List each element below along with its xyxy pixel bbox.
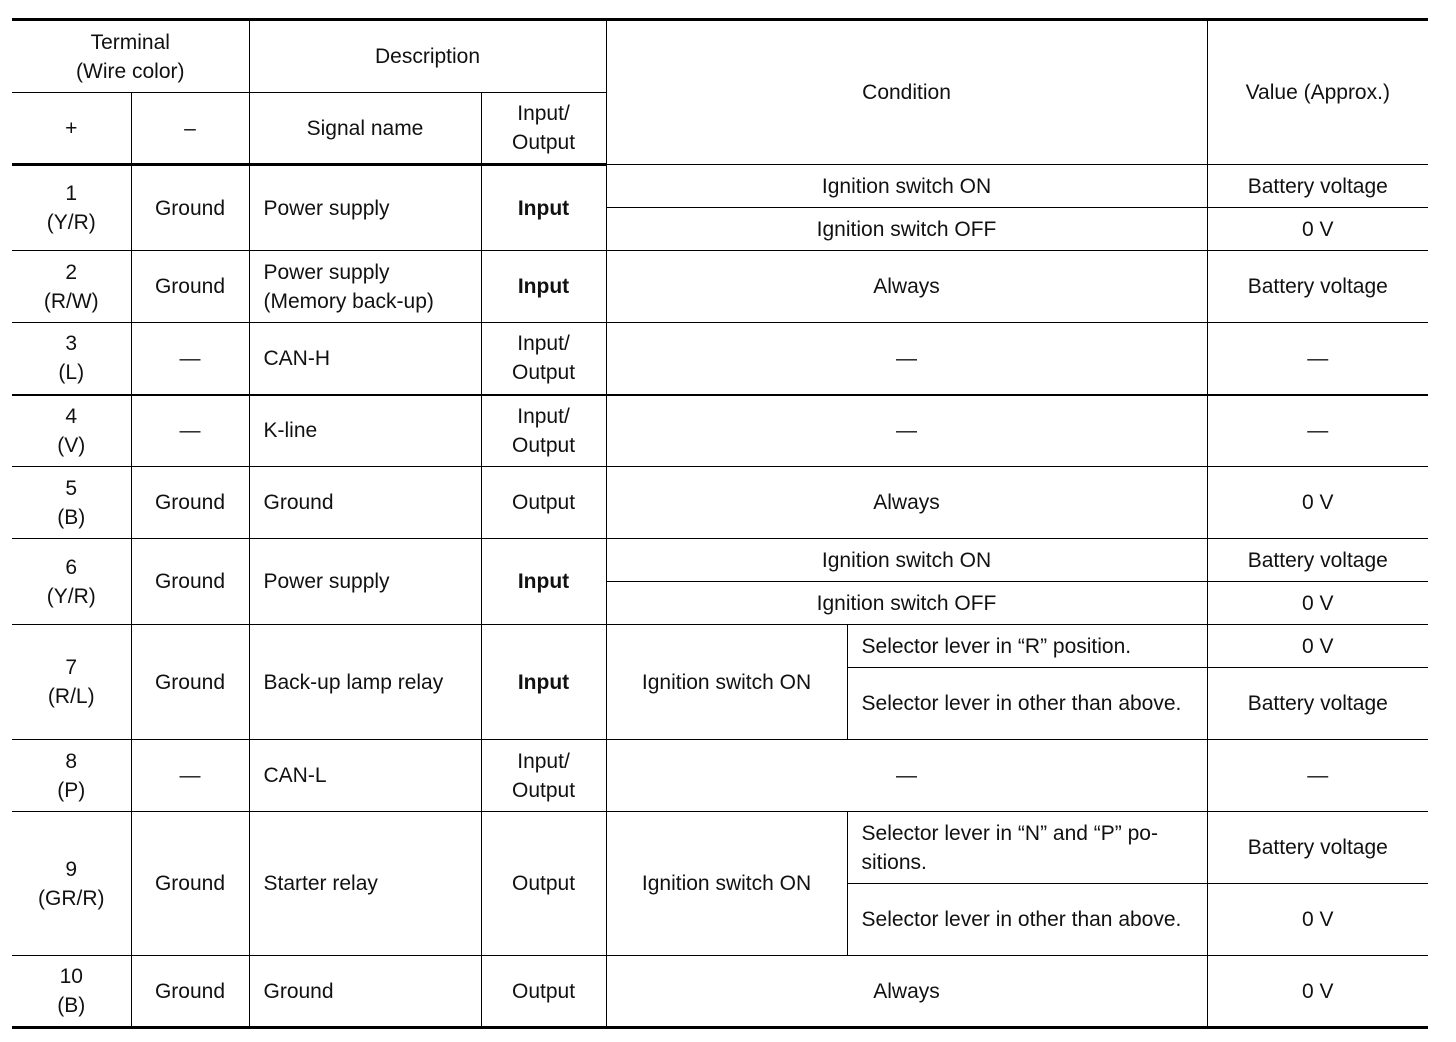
- signal-name-cell: Ground: [249, 467, 481, 539]
- table-row: [12, 539, 1428, 582]
- description-header: Description: [249, 20, 606, 93]
- table-row: [12, 956, 1428, 1028]
- value-cell: —: [1207, 395, 1428, 467]
- value-cell: Battery voltage: [1207, 251, 1428, 323]
- condition-cell: Ignition switch ON: [606, 539, 1207, 582]
- condition-cell: Ignition switch ON: [606, 165, 1207, 208]
- value-cell: —: [1207, 323, 1428, 395]
- table-row: [12, 467, 1428, 539]
- io-header: Input/ Output: [481, 93, 606, 165]
- ground-cell: —: [131, 323, 249, 395]
- condition-cell: —: [606, 323, 1207, 395]
- value-cell: 0 V: [1207, 884, 1428, 956]
- ground-cell: Ground: [131, 539, 249, 625]
- signal-name-cell: Power supply: [249, 165, 481, 251]
- io-cell: Input/ Output: [481, 323, 606, 395]
- condition-cell: Always: [606, 467, 1207, 539]
- terminal-header: Terminal (Wire color): [12, 20, 249, 93]
- condition-cell: Always: [606, 251, 1207, 323]
- signal-name-cell: CAN-L: [249, 740, 481, 812]
- condition-cell: Always: [606, 956, 1207, 1028]
- signal-name-cell: CAN-H: [249, 323, 481, 395]
- value-cell: 0 V: [1207, 582, 1428, 625]
- condition-group-cell: Ignition switch ON: [606, 812, 847, 956]
- ground-cell: Ground: [131, 625, 249, 740]
- table-row: [12, 165, 1428, 208]
- condition-cell: —: [606, 740, 1207, 812]
- condition-cell: Selector lever in “R” position.: [847, 625, 1207, 668]
- condition-cell: Ignition switch OFF: [606, 208, 1207, 251]
- minus-header: –: [131, 93, 249, 165]
- terminal-cell: 2 (R/W): [12, 251, 131, 323]
- table-row: [12, 740, 1428, 812]
- table-row: [12, 323, 1428, 395]
- io-cell: Input: [481, 251, 606, 323]
- condition-cell: Selector lever in other than above.: [847, 884, 1207, 956]
- io-cell: Output: [481, 956, 606, 1028]
- ground-cell: Ground: [131, 467, 249, 539]
- table-row: [12, 395, 1428, 467]
- terminal-spec-table: [12, 18, 1428, 1029]
- io-cell: Input: [481, 539, 606, 625]
- value-cell: 0 V: [1207, 625, 1428, 668]
- signal-name-cell: Back-up lamp relay: [249, 625, 481, 740]
- value-cell: 0 V: [1207, 208, 1428, 251]
- signal-name-cell: Power supply: [249, 539, 481, 625]
- value-cell: 0 V: [1207, 467, 1428, 539]
- terminal-cell: 3 (L): [12, 323, 131, 395]
- terminal-cell: 9 (GR/R): [12, 812, 131, 956]
- value-cell: Battery voltage: [1207, 812, 1428, 884]
- condition-cell: Selector lever in “N” and “P” po-sitions.: [847, 812, 1207, 884]
- value-cell: 0 V: [1207, 956, 1428, 1028]
- terminal-cell: 10 (B): [12, 956, 131, 1028]
- table-row: [12, 251, 1428, 323]
- signal-name-cell: Power supply (Memory back-up): [249, 251, 481, 323]
- io-cell: Output: [481, 812, 606, 956]
- signal-name-cell: Ground: [249, 956, 481, 1028]
- io-cell: Input/ Output: [481, 740, 606, 812]
- signal-name-cell: K-line: [249, 395, 481, 467]
- plus-header: +: [12, 93, 131, 165]
- io-cell: Input: [481, 625, 606, 740]
- ground-cell: Ground: [131, 956, 249, 1028]
- value-cell: Battery voltage: [1207, 539, 1428, 582]
- ground-cell: —: [131, 395, 249, 467]
- terminal-cell: 1 (Y/R): [12, 165, 131, 251]
- condition-header: Condition: [606, 20, 1207, 165]
- condition-cell: Ignition switch OFF: [606, 582, 1207, 625]
- value-header: Value (Approx.): [1207, 20, 1428, 165]
- terminal-cell: 5 (B): [12, 467, 131, 539]
- condition-cell: Selector lever in other than above.: [847, 668, 1207, 740]
- terminal-cell: 4 (V): [12, 395, 131, 467]
- value-cell: Battery voltage: [1207, 165, 1428, 208]
- header-row-top: [12, 20, 1428, 93]
- ground-cell: Ground: [131, 251, 249, 323]
- ground-cell: Ground: [131, 165, 249, 251]
- ground-cell: —: [131, 740, 249, 812]
- value-cell: —: [1207, 740, 1428, 812]
- ground-cell: Ground: [131, 812, 249, 956]
- condition-group-cell: Ignition switch ON: [606, 625, 847, 740]
- table-body: [12, 165, 1428, 1028]
- signal-name-header: Signal name: [249, 93, 481, 165]
- signal-name-cell: Starter relay: [249, 812, 481, 956]
- terminal-cell: 8 (P): [12, 740, 131, 812]
- terminal-cell: 6 (Y/R): [12, 539, 131, 625]
- terminal-cell: 7 (R/L): [12, 625, 131, 740]
- condition-cell: —: [606, 395, 1207, 467]
- table-row: [12, 625, 1428, 668]
- table-row: [12, 812, 1428, 884]
- io-cell: Input/ Output: [481, 395, 606, 467]
- io-cell: Input: [481, 165, 606, 251]
- io-cell: Output: [481, 467, 606, 539]
- value-cell: Battery voltage: [1207, 668, 1428, 740]
